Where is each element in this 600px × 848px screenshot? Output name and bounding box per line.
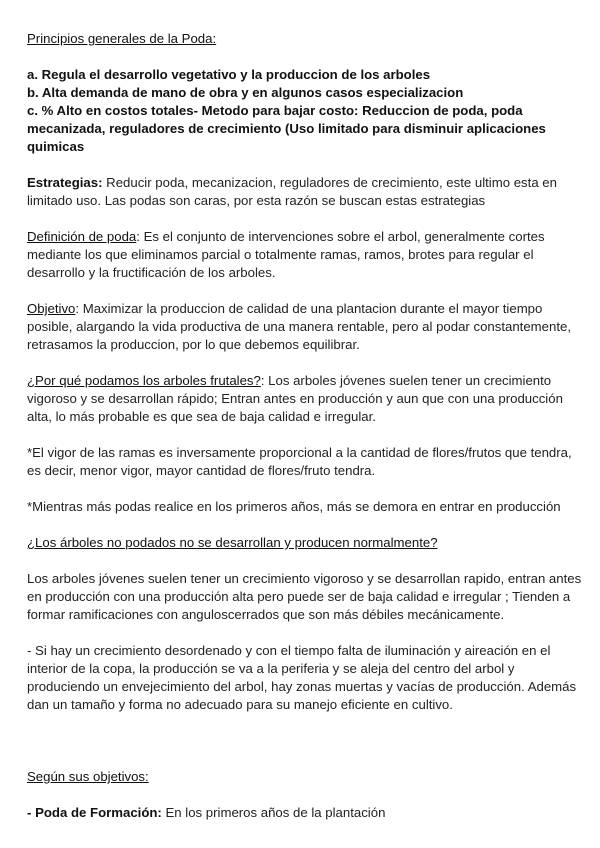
spacer [27,282,587,300]
document-page [27,30,587,822]
estrategias-label: Estrategias: [27,175,103,190]
nota-vigor: *El vigor de las ramas es inversamente proporcional a la cantidad de flores/frutos que tendra, es decir, menor vigor, mayor cantidad de flores/fruto tendra. [27,445,572,478]
spacer [27,426,587,444]
objetivo-label: Objetivo [27,301,76,316]
spacer [27,516,587,534]
principle-a: a. Regula el desarrollo vegetativo y la produccion de los arboles [27,67,431,82]
principle-b: b. Alta demanda de mano de obra y en algunos casos especializacion [27,85,464,100]
segun-heading: Según sus objetivos: [27,769,149,784]
pregunta-heading: ¿Los árboles no podados no se desarrollan y producen normalmente? [27,535,438,550]
respuesta-paragraph-2: - Si hay un crecimiento desordenado y con el tiempo falta de iluminación y aireación en el interior de la copa, la producción se va a la periferia y se aleja del centro del arbol y produciendo un envejecimiento del arbol, hay zonas muertas y vacías de producción. Además dan un tamaño y forma no adecuado para su manejo eficiente en cultivo. [27,643,577,712]
objetivo-text: : Maximizar la produccion de calidad de una plantacion durante el mayor tiempo posible, alargando la vida productiva de una manera rentable, pero al podar constantemente, retrasamos la produccion, por lo que debemos equilibrar. [27,301,571,352]
spacer [27,480,587,498]
formacion-text: En los primeros años de la plantación [161,805,386,820]
porque-label: ¿Por qué podamos los arboles frutales? [27,373,261,388]
spacer [27,750,587,768]
porque-paragraph [27,372,587,426]
spacer [27,354,587,372]
definicion-paragraph [27,228,587,282]
objetivo-paragraph [27,300,587,354]
spacer [27,552,587,570]
principle-c: c. % Alto en costos totales- Metodo para bajar costo: Reduccion de poda, poda mecanizada, reguladores de crecimiento (Uso limitado para disminuir aplicaciones quimicas [27,103,546,154]
spacer [27,48,587,66]
definicion-label: Definición de poda [27,229,137,244]
formacion-prefix: - [27,805,36,820]
spacer [27,714,587,732]
nota-podas: *Mientras más podas realice en los primeros años, más se demora en entrar en producción [27,499,561,514]
section-title: Principios generales de la Poda: [27,31,217,46]
spacer [27,156,587,174]
porque-text: : Los arboles jóvenes suelen tener un crecimiento vigoroso y se desarrollan rápido; Entran antes en producción y aun que con una producción alta, lo más probable es que sea de baja calidad e irregular. [27,373,563,424]
spacer [27,210,587,228]
formacion-paragraph [27,804,587,822]
spacer [27,732,587,750]
formacion-label: Poda de Formación: [35,805,162,820]
estrategias-text: Reducir poda, mecanizacion, reguladores de crecimiento, este ultimo esta en limitado uso. Las podas son caras, por esta razón se buscan estas estrategias [27,175,557,208]
respuesta-paragraph-1: Los arboles jóvenes suelen tener un crecimiento vigoroso y se desarrollan rapido, entran antes en producción con una producción alta pero puede ser de baja calidad e irregular ; Tienden a formar ramificaciones con anguloscerrados que son más débiles mecánicamente. [27,571,582,622]
spacer [27,624,587,642]
spacer [27,786,587,804]
definicion-text: : Es el conjunto de intervenciones sobre el arbol, generalmente cortes mediante los que eliminamos parcial o totalmente ramas, ramos, brotes para regular el desarrollo y la fructificación de los arboles. [27,229,545,280]
estrategias-paragraph [27,174,587,210]
